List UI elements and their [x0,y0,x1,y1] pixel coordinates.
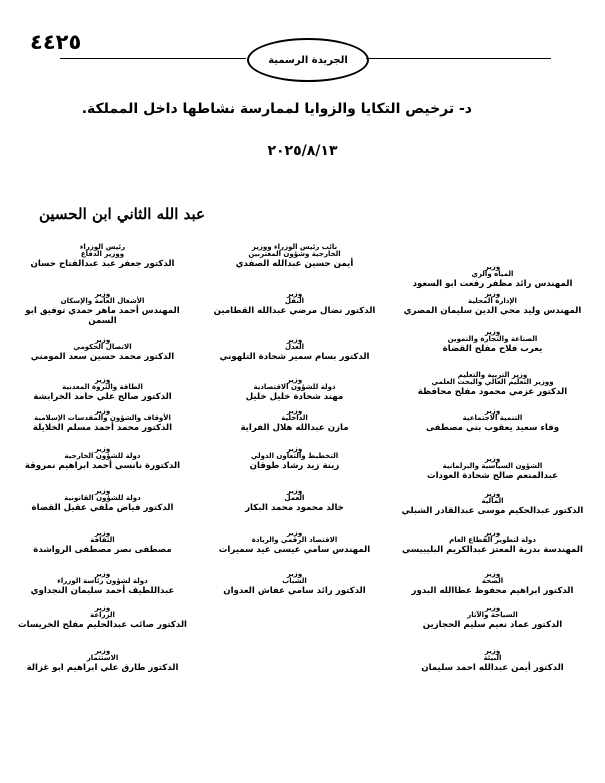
minister-title: وزير دولة لتطوير القطاع العام [449,529,536,544]
minister-title: وزير الثقافة [90,529,115,544]
minister-title: وزير الاستثمار [86,647,119,662]
minister-entry [10,337,195,362]
minister-name: الدكتور طارق علي ابراهيم ابو غزالة [26,663,179,673]
minister-name: الدكتور عماد نعيم سليم الحجازين [422,620,563,630]
gazette-title: الجريدة الرسمية [268,54,348,66]
minister-entry [400,648,585,673]
minister-entry [10,446,195,471]
minister-name: الدكتور أيمن عبدالله احمد سليمان [421,663,564,673]
minister-title: وزير الصحة [481,570,504,585]
minister-title: وزير النقل [284,290,305,305]
minister-entry [400,571,585,596]
minister-name: الدكتور عبدالحكيم موسى عبدالقادر الشبلي [401,506,584,516]
minister-entry [202,244,387,269]
minister-name: عبدالمنعم صالح شحادة العودات [426,471,559,481]
minister-name: مصطفى نصر مصطفى الرواشدة [33,545,172,555]
minister-entry [202,291,387,316]
minister-name: الدكتور محمد حسين سعد المومني [30,352,175,362]
minister-title: وزير السياحة والآثار [467,604,518,619]
minister-title: وزير الشباب [282,570,307,585]
minister-name: عبداللطيف أحمد سليمان النجداوي [30,586,175,596]
minister-entry [202,488,387,513]
minister-entry [400,372,585,397]
minister-entry [400,456,585,481]
minister-entry [10,377,195,402]
minister-title: وزير البيئة [483,647,502,662]
minister-title: نائب رئيس الوزراء ووزير الخارجية وشؤون المغتربين [248,243,341,258]
minister-title: وزير دولة للشؤون الاقتصادية [253,376,336,391]
minister-entry [202,446,387,471]
minister-name: المهندسة بدرية المعتز عبدالكريم البليبيسي [402,545,583,555]
minister-title: وزير الأشغال العامة والإسكان [60,290,145,305]
minister-title: وزير الاتصال الحكومي [73,336,132,351]
minister-title: وزير التنمية الاجتماعية [462,407,523,422]
minister-name: الدكتور محمد أحمد مسلم الخلايلة [32,423,173,433]
header-rule-left [60,58,246,59]
minister-name: المهندس رائد مظفر رفعت ابو السعود [412,279,573,289]
minister-title: وزير التربية والتعليم ووزير التعليم العالي والبحث العلمي [431,371,554,386]
minister-title: وزير الشؤون السياسية والبرلمانية [442,455,543,470]
minister-title: وزير الإدارة المحلية [468,290,517,305]
minister-name: يعرب فلاح مفلح القضاة [442,344,543,354]
minister-entry [10,648,195,673]
minister-entry [202,337,387,362]
header-rule-right [366,58,551,59]
minister-name: الدكتور رائد سامي عفاش العدوان [223,586,366,596]
minister-name: المهندس أحمد ماهر حمدي توفيق ابو السمن [25,306,180,327]
minister-name: الدكتور ابراهيم محفوظ عطاالله البدور [411,586,574,596]
decree-date: ٢٠٢٥/٨/١٣ [267,143,338,159]
minister-entry [202,530,387,555]
gazette-masthead [247,38,369,82]
minister-entry [400,408,585,433]
minister-name: زينة زيد رشاد طوقان [249,461,340,471]
minister-entry [400,530,585,555]
minister-title: وزير دولة للشؤون الخارجية [64,445,141,460]
minister-title: وزير المياه والري [471,263,514,278]
minister-name: خالد محمود محمد البكار [245,503,344,513]
minister-entry [10,408,195,433]
minister-title: رئيس الوزراء ووزير الدفاع [79,243,126,258]
royal-signature: عبد الله الثاني ابن الحسين [38,205,205,223]
minister-title: وزير الأوقاف والشؤون والمقدسات الإسلامية [34,407,171,422]
minister-entry [10,244,195,269]
page-number: ٤٤٢٥ [30,30,82,54]
minister-entry [10,530,195,555]
minister-title: وزير الصناعة والتجارة والتموين [447,328,538,343]
minister-entry [400,491,585,516]
minister-title: وزير الداخلية [281,407,308,422]
minister-entry [202,408,387,433]
minister-name: الدكتور جعفر عبد عبدالفتاح حسان [30,259,175,269]
minister-title: وزير العمل [284,487,305,502]
minister-title: وزير دولة للشؤون القانونية [64,487,141,502]
minister-name: أيمن حسين عبدالله الصفدي [235,259,354,269]
minister-name: مهند شحادة خليل خليل [245,392,344,402]
minister-entry [202,571,387,596]
minister-entry [10,488,195,513]
minister-entry [10,571,195,596]
minister-title: وزير دولة لشؤون رئاسة الوزراء [57,570,148,585]
minister-title: وزير التخطيط والتعاون الدولي [250,445,339,460]
minister-name: الدكتور بسام سمير شحادة التلهوني [219,352,370,362]
minister-name: الدكتور نضال مرضي عبدالله القطامين [213,306,376,316]
minister-entry [400,291,585,316]
minister-title: وزير الزراعة [90,604,115,619]
minister-name: المهندس وليد محي الدين سليمان المصري [403,306,582,316]
minister-name: وفاء سعيد يعقوب بني مصطفى [425,423,560,433]
minister-name: الدكتور صالح علي حامد الخرابشة [33,392,172,402]
minister-name: الدكتور عزمي محمود مفلح محافظة [417,387,568,397]
minister-name: الدكتورة نانسي أحمد ابراهيم نمروقة [24,461,181,471]
minister-entry [400,264,585,289]
minister-name: مازن عبدالله هلال الفراية [240,423,349,433]
minister-name: المهندس سامي عيسى عيد سميرات [218,545,371,555]
minister-name: الدكتور فياض ملفي عقيل القضاة [31,503,174,513]
minister-entry [10,291,195,327]
minister-title: وزير الاقتصاد الرقمي والريادة [251,529,338,544]
minister-entry [10,605,195,630]
minister-title: وزير المالية [481,490,504,505]
minister-entry [202,377,387,402]
minister-name: الدكتور صائب عبدالحليم مفلح الخريسات [17,620,188,630]
minister-entry [400,329,585,354]
minister-entry [400,605,585,630]
minister-title: وزير الطاقة والثروة المعدنية [62,376,143,391]
minister-title: وزير العدل [284,336,305,351]
decree-clause: د- ترخيص التكايا والزوايا لممارسة نشاطها داخل المملكة. [81,101,472,117]
